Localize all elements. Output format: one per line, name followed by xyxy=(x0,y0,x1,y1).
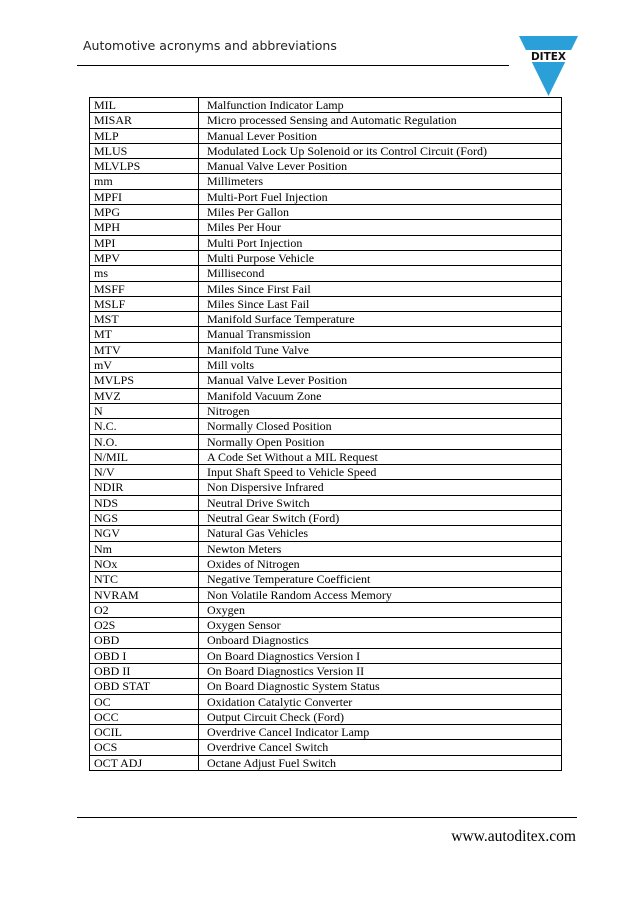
acronym-cell: N.C. xyxy=(90,419,199,434)
definition-cell: Onboard Diagnostics xyxy=(199,633,562,648)
acronym-cell: mV xyxy=(90,358,199,373)
table-row xyxy=(90,159,562,174)
table-row xyxy=(90,556,562,571)
table-row xyxy=(90,511,562,526)
definition-cell: Manifold Vacuum Zone xyxy=(199,388,562,403)
table-row xyxy=(90,113,562,128)
table-row xyxy=(90,709,562,724)
table-row xyxy=(90,495,562,510)
acronym-cell: MIL xyxy=(90,98,199,113)
acronym-table-container xyxy=(89,97,562,771)
table-row xyxy=(90,740,562,755)
definition-cell: Manifold Tune Valve xyxy=(199,342,562,357)
table-row xyxy=(90,189,562,204)
acronym-cell: OCS xyxy=(90,740,199,755)
table-row xyxy=(90,143,562,158)
document-header-title: Automotive acronyms and abbreviations xyxy=(83,38,337,53)
definition-cell: Oxidation Catalytic Converter xyxy=(199,694,562,709)
table-row xyxy=(90,388,562,403)
table-row xyxy=(90,694,562,709)
table-row xyxy=(90,465,562,480)
acronym-cell: OBD I xyxy=(90,648,199,663)
footer-divider xyxy=(77,817,577,818)
table-row xyxy=(90,98,562,113)
definition-cell: Millisecond xyxy=(199,266,562,281)
definition-cell: Neutral Gear Switch (Ford) xyxy=(199,511,562,526)
acronym-cell: MPI xyxy=(90,235,199,250)
logo-text: DITEX xyxy=(530,51,567,63)
table-row xyxy=(90,250,562,265)
acronym-cell: MT xyxy=(90,327,199,342)
definition-cell: Miles Since First Fail xyxy=(199,281,562,296)
definition-cell: Manual Transmission xyxy=(199,327,562,342)
acronym-cell: MLP xyxy=(90,128,199,143)
acronym-cell: OBD xyxy=(90,633,199,648)
definition-cell: Octane Adjust Fuel Switch xyxy=(199,755,562,770)
ditex-logo xyxy=(519,36,578,96)
definition-cell: On Board Diagnostic System Status xyxy=(199,679,562,694)
definition-cell: On Board Diagnostics Version II xyxy=(199,663,562,678)
table-row xyxy=(90,296,562,311)
definition-cell: Oxygen Sensor xyxy=(199,618,562,633)
acronym-cell: N.O. xyxy=(90,434,199,449)
definition-cell: Multi Port Injection xyxy=(199,235,562,250)
table-row xyxy=(90,266,562,281)
table-row xyxy=(90,602,562,617)
definition-cell: Manual Valve Lever Position xyxy=(199,373,562,388)
logo-triangle-shape xyxy=(519,36,578,96)
acronym-cell: NDS xyxy=(90,495,199,510)
table-row xyxy=(90,373,562,388)
acronym-cell: OBD STAT xyxy=(90,679,199,694)
definition-cell: Natural Gas Vehicles xyxy=(199,526,562,541)
acronym-cell: MSLF xyxy=(90,296,199,311)
definition-cell: Input Shaft Speed to Vehicle Speed xyxy=(199,465,562,480)
table-row xyxy=(90,480,562,495)
definition-cell: Micro processed Sensing and Automatic Regulation xyxy=(199,113,562,128)
definition-cell: Overdrive Cancel Switch xyxy=(199,740,562,755)
definition-cell: Output Circuit Check (Ford) xyxy=(199,709,562,724)
acronym-cell: MSFF xyxy=(90,281,199,296)
definition-cell: Modulated Lock Up Solenoid or its Control Circuit (Ford) xyxy=(199,143,562,158)
acronym-cell: MISAR xyxy=(90,113,199,128)
definition-cell: Miles Per Gallon xyxy=(199,205,562,220)
acronym-cell: O2S xyxy=(90,618,199,633)
acronym-cell: N/MIL xyxy=(90,449,199,464)
acronym-cell: MVZ xyxy=(90,388,199,403)
definition-cell: Multi-Port Fuel Injection xyxy=(199,189,562,204)
acronym-cell: OBD II xyxy=(90,663,199,678)
acronym-cell: OCIL xyxy=(90,725,199,740)
acronym-cell: Nm xyxy=(90,541,199,556)
footer-website-link[interactable]: www.autoditex.com xyxy=(451,828,576,845)
acronym-cell: NDIR xyxy=(90,480,199,495)
acronym-cell: NGV xyxy=(90,526,199,541)
acronym-cell: mm xyxy=(90,174,199,189)
acronym-table xyxy=(89,97,562,771)
acronym-cell: MST xyxy=(90,312,199,327)
table-row xyxy=(90,128,562,143)
acronym-cell: O2 xyxy=(90,602,199,617)
definition-cell: Non Volatile Random Access Memory xyxy=(199,587,562,602)
acronym-cell: OCC xyxy=(90,709,199,724)
table-row xyxy=(90,633,562,648)
acronym-cell: ms xyxy=(90,266,199,281)
definition-cell: Normally Closed Position xyxy=(199,419,562,434)
acronym-cell: MVLPS xyxy=(90,373,199,388)
table-row xyxy=(90,572,562,587)
acronym-cell: MLUS xyxy=(90,143,199,158)
definition-cell: Normally Open Position xyxy=(199,434,562,449)
definition-cell: Millimeters xyxy=(199,174,562,189)
table-row xyxy=(90,587,562,602)
table-row xyxy=(90,725,562,740)
acronym-cell: N/V xyxy=(90,465,199,480)
acronym-cell: OCT ADJ xyxy=(90,755,199,770)
acronym-cell: MLVLPS xyxy=(90,159,199,174)
table-row xyxy=(90,663,562,678)
definition-cell: Miles Since Last Fail xyxy=(199,296,562,311)
table-row xyxy=(90,755,562,770)
definition-cell: Neutral Drive Switch xyxy=(199,495,562,510)
definition-cell: Non Dispersive Infrared xyxy=(199,480,562,495)
definition-cell: Newton Meters xyxy=(199,541,562,556)
table-row xyxy=(90,434,562,449)
table-row xyxy=(90,403,562,418)
table-row xyxy=(90,235,562,250)
definition-cell: Manifold Surface Temperature xyxy=(199,312,562,327)
table-row xyxy=(90,205,562,220)
table-row xyxy=(90,358,562,373)
definition-cell: Oxides of Nitrogen xyxy=(199,556,562,571)
header-divider xyxy=(77,65,509,66)
acronym-cell: MPH xyxy=(90,220,199,235)
acronym-cell: N xyxy=(90,403,199,418)
definition-cell: Malfunction Indicator Lamp xyxy=(199,98,562,113)
table-row xyxy=(90,419,562,434)
definition-cell: Negative Temperature Coefficient xyxy=(199,572,562,587)
definition-cell: Manual Lever Position xyxy=(199,128,562,143)
table-row xyxy=(90,648,562,663)
definition-cell: Nitrogen xyxy=(199,403,562,418)
table-row xyxy=(90,281,562,296)
definition-cell: Mill volts xyxy=(199,358,562,373)
definition-cell: Multi Purpose Vehicle xyxy=(199,250,562,265)
definition-cell: Oxygen xyxy=(199,602,562,617)
table-row xyxy=(90,449,562,464)
table-row xyxy=(90,327,562,342)
acronym-cell: MPV xyxy=(90,250,199,265)
table-row xyxy=(90,526,562,541)
acronym-cell: NVRAM xyxy=(90,587,199,602)
acronym-cell: OC xyxy=(90,694,199,709)
definition-cell: Overdrive Cancel Indicator Lamp xyxy=(199,725,562,740)
acronym-cell: NTC xyxy=(90,572,199,587)
acronym-cell: MPFI xyxy=(90,189,199,204)
table-row xyxy=(90,541,562,556)
table-row xyxy=(90,342,562,357)
acronym-cell: NOx xyxy=(90,556,199,571)
acronym-cell: MPG xyxy=(90,205,199,220)
definition-cell: Manual Valve Lever Position xyxy=(199,159,562,174)
table-row xyxy=(90,618,562,633)
definition-cell: A Code Set Without a MIL Request xyxy=(199,449,562,464)
definition-cell: On Board Diagnostics Version I xyxy=(199,648,562,663)
table-row xyxy=(90,174,562,189)
table-row xyxy=(90,679,562,694)
table-row xyxy=(90,220,562,235)
definition-cell: Miles Per Hour xyxy=(199,220,562,235)
acronym-cell: NGS xyxy=(90,511,199,526)
acronym-cell: MTV xyxy=(90,342,199,357)
table-row xyxy=(90,312,562,327)
